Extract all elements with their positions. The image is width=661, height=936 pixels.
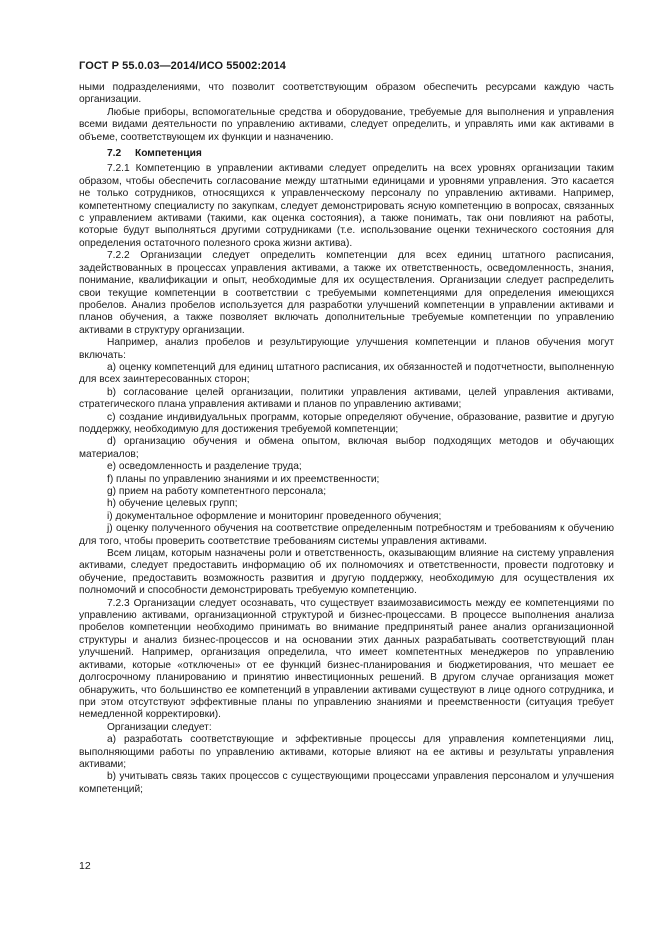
list-item: i) документальное оформление и мониторинг проведенного обучения;: [107, 510, 442, 522]
paragraph: 7.2.3 Организации следует осознавать, что существует взаимозависимость между ее компетенциями по управлению активами, организационной структурой и бизнес-процессами. В процессе выполнения анализа пробелов компетенции необходимо принимать во внимание предпринятый ранее анализ организационной структуры и анализ бизнес-процессов и на основании этих данных разрабатывать соответствующий план улучшений. Например, организация определила, что имеет компетентных менеджеров по управлению активами, которые «отключены» от ее функций бизнес-планирования и бюджетирования, что мешает ее долгосрочному планированию и принятию инвестиционных решений. В другом случае организация может обнаружить, что большинство ее компетенций в управлении активами существуют в лице одного сотрудника, и при этом отсутствуют эффективные планы по управлению знаниями и преемственности (ситуация требует немедленной корректировки).: [79, 597, 614, 721]
paragraph: ными подразделениями, что позволит соответствующим образом обеспечить ресурсами каждую часть организации.: [79, 82, 614, 106]
document-body: [79, 82, 614, 796]
section-number: 7.2: [107, 148, 122, 160]
document-header: ГОСТ Р 55.0.03—2014/ИСО 55002:2014: [79, 60, 287, 72]
paragraph: Например, анализ пробелов и результирующие улучшения компетенции и планов обучения могут включать:: [79, 337, 614, 361]
list-item: h) обучение целевых групп;: [107, 498, 238, 510]
list-item: b) учитывать связь таких процессов с существующими процессами управления персоналом и улучшения компетенций;: [79, 771, 614, 795]
paragraph: 7.2.2 Организации следует определить компетенции для всех единиц штатного расписания, задействованных в процессах управления активами, а также их ответственность, осведомленность, знания, понимание, квалификации и опыт, необходимые для их осуществления. Организации следует распределить свои текущие компетенции в соответствии с требуемыми компетенциями для определения имеющихся пробелов. Анализ пробелов используется для разработки улучшений компетенции в управлении активами и планов обучения, а также позволяет включать дополнительные требуемые компетенции по управлению активами в структуру организации.: [79, 250, 614, 336]
section-title: Компетенция: [135, 148, 202, 160]
paragraph: Всем лицам, которым назначены роли и ответственность, оказывающим влияние на систему управления активами, следует предоставить информацию об их полномочиях и ответственности, провести подготовку и обучение, предоставить возможность развития и другую поддержку, необходимую для осуществления их полномочий и способности демонстрировать требуемую компетенцию.: [79, 548, 614, 597]
section-heading: [79, 148, 614, 160]
paragraph: Организации следует:: [107, 721, 212, 733]
paragraph: Любые приборы, вспомогательные средства и оборудование, требуемые для выполнения и управления всеми видами деятельности по управлению активами, следует определить, и управлять ими как активами в объеме, соответствующем их функции и назначению.: [79, 106, 614, 143]
page-number: 12: [79, 860, 91, 872]
list-item: a) разработать соответствующие и эффективные процессы для управления компетенциями лиц, выполняющими работы по управлению активами, которые влияют на ее активы и результаты управления активами;: [79, 734, 614, 770]
list-item: a) оценку компетенций для единиц штатного расписания, их обязанностей и подотчетности, выполненную для всех заинтересованных сторон;: [79, 361, 614, 386]
list-item: c) создание индивидуальных программ, которые определяют обучение, образование, развитие и другую поддержку, необходимую для достижения требуемой компетенции;: [79, 411, 614, 435]
list-item: g) прием на работу компетентного персонала;: [107, 486, 327, 497]
list-item: f) планы по управлению знаниями и их преемственности;: [107, 473, 380, 485]
paragraph: 7.2.1 Компетенцию в управлении активами следует определить на всех уровнях организации таким образом, чтобы обеспечить согласование между штатными единицами и уровнями управления. Это касается не только сотрудников, относящихся к управленческому персоналу по управлению активами. Например, компетентному специалисту по закупкам, следует демонстрировать ясную компетенцию в вопросах, связанных с управлением активами (такими, как оценка состояния), а также понимать, так они повлияют на работы, которые будут выполняться другими сотрудниками (т.е. использование оценки технического состояния для определения остаточного полезного срока жизни актива).: [79, 163, 614, 249]
list-item: b) согласование целей организации, политики управления активами, целей управления активами, стратегического плана управления активами и планов по управлению активами;: [79, 386, 614, 411]
list-item: e) осведомленность и разделение труда;: [107, 461, 302, 473]
list-item: d) организацию обучения и обмена опытом, включая выбор подходящих методов и обучающих материалов;: [79, 436, 614, 460]
list-item: j) оценку полученного обучения на соответствие определенным потребностям и требованиям к обучению для того, чтобы проверить соответствие требованиям системы управления активами.: [79, 523, 614, 547]
